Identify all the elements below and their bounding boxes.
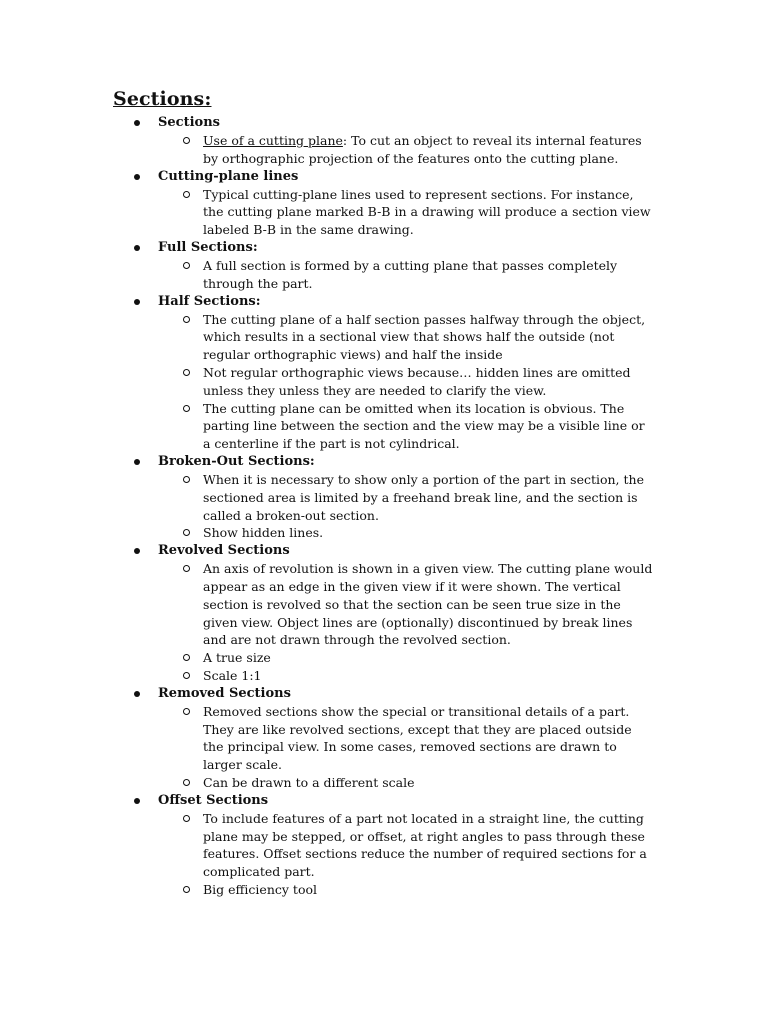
sub-item-text [203, 703, 653, 774]
sub-item-text [203, 257, 653, 293]
hollow-bullet-icon [183, 654, 190, 661]
hollow-bullet-icon [183, 672, 190, 679]
sub-item-text [203, 810, 653, 881]
topic-item [0, 168, 768, 239]
sub-item-list [0, 186, 768, 239]
sub-item-list [0, 810, 768, 899]
topic-item [0, 792, 768, 899]
sub-item-body: Not regular orthographic views because… hidden lines are omitted unless they unless they are needed to clarify the view. [203, 364, 631, 398]
hollow-bullet-icon [183, 886, 190, 893]
hollow-bullet-icon [183, 262, 190, 269]
filled-bullet-icon [134, 691, 140, 697]
sub-item-body: Removed sections show the special or transitional details of a part. They are like revolved sections, except that they are placed outside the principal view. In some cases, removed sections are drawn to larger scale. [203, 703, 632, 773]
sub-item-text [203, 881, 653, 899]
topic-heading: Broken-Out Sections: [158, 453, 315, 469]
sub-item-body: : To cut an object to reveal its internal features by orthographic projection of the features onto the cutting plane. [203, 133, 642, 166]
topic-heading: Cutting-plane lines [158, 168, 299, 184]
filled-bullet-icon [134, 798, 140, 804]
sub-item [0, 132, 768, 168]
sub-item-text [203, 524, 653, 542]
hollow-bullet-icon [183, 565, 190, 572]
sub-item-body: Show hidden lines. [203, 525, 324, 541]
topic-heading: Sections [158, 115, 220, 130]
sub-item [0, 560, 768, 649]
section-outline [0, 114, 768, 899]
filled-bullet-icon [134, 299, 140, 305]
sub-item [0, 311, 768, 364]
sub-item [0, 881, 768, 899]
hollow-bullet-icon [183, 476, 190, 483]
sub-item [0, 810, 768, 881]
sub-item-body: When it is necessary to show only a portion of the part in section, the sectioned area is limited by a freehand break line, and the section is called a broken-out section. [203, 471, 644, 523]
sub-item-text [203, 774, 653, 792]
sub-item-list [0, 257, 768, 293]
sub-item [0, 649, 768, 667]
sub-item-text [203, 132, 653, 168]
hollow-bullet-icon [183, 405, 190, 412]
sub-item [0, 257, 768, 293]
sub-item-body: Scale 1:1 [203, 667, 262, 683]
sub-item-body: Can be drawn to a different scale [203, 774, 415, 790]
topic-item [0, 685, 768, 792]
sub-item-body: A true size [203, 650, 271, 666]
topic-heading: Full Sections: [158, 239, 258, 255]
sub-item [0, 667, 768, 685]
sub-item-body: To include features of a part not located in a straight line, the cutting plane may be stepped, or offset, at right angles to pass through these features. Offset sections reduce the number of required sections for a complicated part. [203, 810, 647, 880]
underlined-term: Use of a cutting plane [203, 133, 343, 148]
topic-heading: Removed Sections [158, 685, 291, 701]
sub-item [0, 471, 768, 524]
hollow-bullet-icon [183, 191, 190, 198]
hollow-bullet-icon [183, 369, 190, 376]
hollow-bullet-icon [183, 529, 190, 536]
hollow-bullet-icon [183, 708, 190, 715]
topic-item [0, 114, 768, 168]
sub-item-body: A full section is formed by a cutting plane that passes completely through the part. [203, 257, 618, 291]
filled-bullet-icon [134, 120, 140, 126]
sub-item-body: Typical cutting-plane lines used to represent sections. For instance, the cutting plane marked B-B in a drawing will produce a section view labeled B-B in the same drawing. [203, 186, 651, 238]
hollow-bullet-icon [183, 815, 190, 822]
sub-item-text [203, 364, 653, 400]
sub-item-text [203, 560, 653, 649]
sub-item-body: Big efficiency tool [203, 881, 317, 897]
hollow-bullet-icon [183, 779, 190, 786]
sub-item-text [203, 311, 653, 364]
sub-item-body: The cutting plane of a half section passes halfway through the object, which results in a sectional view that shows half the outside (not regular orthographic views) and half the inside [203, 311, 646, 363]
sub-item-list [0, 471, 768, 542]
sub-item-body: An axis of revolution is shown in a given view. The cutting plane would appear as an edge in the given view if it were shown. The vertical section is revolved so that the section can be seen true size in the given view. Object lines are (optionally) discontinued by break lines and are not drawn through the revolved section. [203, 561, 653, 648]
sub-item-text [203, 667, 653, 685]
filled-bullet-icon [134, 245, 140, 251]
sub-item-body: The cutting plane can be omitted when its location is obvious. The parting line between the section and the view may be a visible line or a centerline if the part is not cylindrical. [203, 400, 645, 452]
topic-heading: Half Sections: [158, 293, 261, 309]
topic-item [0, 453, 768, 542]
sub-item [0, 186, 768, 239]
sub-item-text [203, 471, 653, 524]
sub-item-list [0, 703, 768, 792]
topic-heading: Offset Sections [158, 792, 269, 808]
sub-item [0, 364, 768, 400]
sub-item [0, 774, 768, 792]
sub-item-text [203, 649, 653, 667]
topic-item [0, 293, 768, 453]
sub-item-text [203, 186, 653, 239]
sub-item [0, 524, 768, 542]
hollow-bullet-icon [183, 137, 190, 144]
sub-item-text [203, 400, 653, 453]
topic-item [0, 239, 768, 293]
sub-item-list [0, 311, 768, 453]
document-title: Sections: [113, 88, 212, 110]
hollow-bullet-icon [183, 316, 190, 323]
filled-bullet-icon [134, 548, 140, 554]
sub-item [0, 703, 768, 774]
sub-item [0, 400, 768, 453]
topic-item [0, 542, 768, 685]
topic-heading: Revolved Sections [158, 543, 290, 559]
filled-bullet-icon [134, 459, 140, 465]
filled-bullet-icon [134, 174, 140, 180]
sub-item-list [0, 560, 768, 685]
sub-item-list [0, 132, 768, 168]
